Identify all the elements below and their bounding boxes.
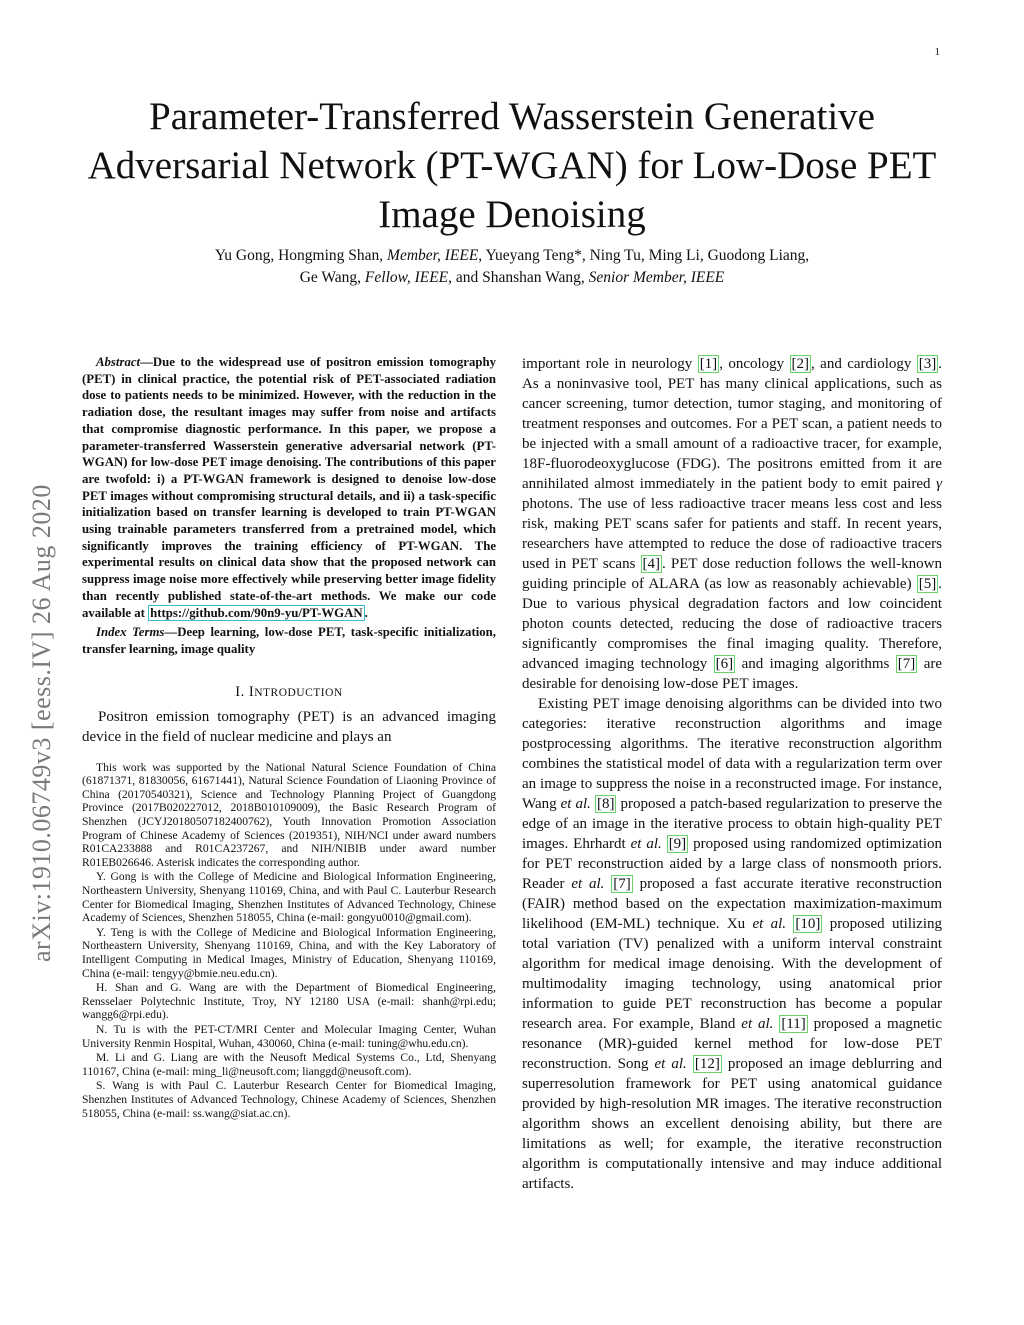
right-column bbox=[522, 354, 942, 1194]
author-membership: Senior Member, IEEE bbox=[588, 269, 725, 286]
paper-header bbox=[0, 92, 1024, 289]
citation-link[interactable]: [7] bbox=[897, 656, 916, 672]
authors-text: , and Shanshan Wang, bbox=[448, 269, 589, 286]
page-number: 1 bbox=[934, 46, 940, 58]
citation-link[interactable]: [1] bbox=[699, 356, 718, 372]
gamma-symbol: γ bbox=[936, 476, 942, 492]
abstract-text: —Due to the widespread use of positron emission tomography (PET) in clinical practice, the potential risk of PET-associated radiation dose to patients needs to be minimized. However, with the reduction in the radiation dose, the resultant images may suffer from noise and artifacts that compromise diagnostic performance. In this paper, we propose a parameter-transferred Wasserstein generative adversarial network (PT-WGAN) for low-dose PET image denoising. The contributions of this paper are twofold: i) a PT-WGAN framework is designed to denoise low-dose PET images without compromising structural details, and ii) a task-specific initialization based on transfer learning is developed to train PT-WGAN using trainable parameters transferred from a pretrained model, which significantly improves the training efficiency of PT-WGAN. The experimental results on clinical data show that the proposed network can suppress image noise more effectively while preserving better image fidelity than recently published state-of-the-art methods. We make our code available at bbox=[82, 355, 496, 620]
body-paragraph: Existing PET image denoising algorithms can be divided into two categories: iterative reconstruction algorithms and image postprocessing algorithms. The iterative reconstruction algorithm combines the statistical model of data with a regularization term over an image to suppress the noise in a reconstructed image. For instance, Wang et al. [8] proposed a patch-based regularization to preserve the edge of an image in the iterative process to obtain high-quality PET images. Ehrhardt et al. [9] proposed using randomized optimization for PET reconstruction aided by a large class of nonsmooth priors. Reader et al. [7] proposed a fast accurate iterative reconstruction (FAIR) method based on the expectation maximization-maximum likelihood (EM-ML) technique. Xu et al. [10] proposed utilizing total variation (TV) penalized with a uniform interval constraint algorithm for medical image denoising. With the development of multimodality imaging technology, using anatomical prior information to guide PET reconstruction has become a popular research area. For example, Bland et al. [11] proposed a magnetic resonance (MR)-guided kernel method for low-dose PET reconstruction. Song et al. [12] proposed an image deblurring and superresolution framework for PET using anatomical guidance provided by high-resolution MR images. The iterative reconstruction algorithm shows an excellent denoising ability, but there are limitations as well; for example, the iterative reconstruction algorithm is computationally intensive and may induce additional artifacts. bbox=[522, 696, 943, 1192]
citation-link[interactable]: [6] bbox=[715, 656, 734, 672]
index-terms-text: —Deep learning, low-dose PET, task-specific initialization, transfer learning, image quality bbox=[82, 625, 496, 656]
code-link[interactable]: https://github.com/90n9-yu/PT-WGAN bbox=[150, 605, 363, 620]
citation-link[interactable]: [9] bbox=[668, 836, 687, 852]
citation-link[interactable]: [5] bbox=[918, 576, 937, 592]
abstract: Abstract—Due to the widespread use of positron emission tomography (PET) in clinical practice, the potential risk of PET-associated radiation dose to patients needs to be minimized. However, with the reduction in the radiation dose, the resultant images may suffer from noise and artifacts that compromise diagnostic performance. In this paper, we propose a parameter-transferred Wasserstein generative adversarial network (PT-WGAN) for low-dose PET image denoising. The contributions of this paper are twofold: i) a PT-WGAN framework is designed to denoise low-dose PET images without compromising structural details, and ii) a task-specific initialization based on transfer learning is developed to train PT-WGAN using trainable parameters transferred from a pretrained model, which significantly improves the training efficiency of PT-WGAN. The experimental results on clinical data show that the proposed network can suppress image noise more effectively while preserving better image fidelity than recently published state-of-the-art methods. We make our code available at https://github.com/90n9-yu/PT-WGAN . bbox=[82, 355, 496, 620]
citation-link[interactable]: [2] bbox=[791, 356, 810, 372]
body-paragraph: important role in neurology [1] , oncology [2] , and cardiology [3] . As a noninvasive tool, PET has many clinical applications, such as cancer screening, tumor detection, tumor staging, and monitoring of treatment responses and outcomes. For a PET scan, a patient needs to be injected with a small amount of a radioactive tracer, for example, 18F-fluorodeoxyglucose (FDG). The positrons emitted from it are annihilated almost immediately in the patient body to emit paired γ photons. The use of less radioactive tracer means less cost and less risk, making PET scans safer for patients and staff. In recent years, researchers have attempted to reduce the dose of radioactive tracers used in PET scans [4] . PET dose reduction follows the well-known guiding principle of ALARA (as low as reasonably achievable) [5] . Due to various physical degradation factors and low coincident photon counts detected, reducing the dose of radioactive tracers significantly compromises the final imaging quality. Therefore, advanced imaging technology [6] and imaging algorithms [7] are desirable for denoising low-dose PET images. bbox=[522, 356, 943, 692]
footnote: Y. Teng is with the College of Medicine and Biological Information Engineering, Northeastern University, Shenyang 110169, China, and with the Key Laboratory of Intelligent Computing in Medical Images, Ministry of Education, Shenyang 110169, China (e-mail: tengyy@bmie.neu.edu.cn). bbox=[82, 925, 496, 980]
index-terms-label: Index Terms bbox=[96, 625, 165, 640]
abstract-label: Abstract bbox=[96, 355, 141, 369]
footnote: M. Li and G. Liang are with the Neusoft Medical Systems Co., Ltd, Shenyang 110167, China (e-mail: ming_li@neusoft.com; lianggd@neusoft.com). bbox=[82, 1051, 496, 1078]
footnote: S. Wang is with Paul C. Lauterbur Research Center for Biomedical Imaging, Shenzhen Institutes of Advanced Technology, Chinese Academy of Sciences, Shenzhen 518055, China (e-mail: ss.wang@siat.ac.cn). bbox=[82, 1079, 496, 1120]
footnote: H. Shan and G. Wang are with the Department of Biomedical Engineering, Rensselaer Polytechnic Institute, Troy, NY 12180 USA (e-mail: shanh@rpi.edu; wangg6@rpi.edu). bbox=[82, 981, 496, 1022]
author-list bbox=[0, 245, 1024, 289]
citation-link[interactable]: [3] bbox=[918, 356, 937, 372]
citation-link[interactable]: [10] bbox=[795, 916, 821, 932]
authors-text: Yu Gong, Hongming Shan, bbox=[214, 247, 388, 264]
intro-paragraph: Positron emission tomography (PET) is an advanced imaging device in the field of nuclear medicine and plays an bbox=[82, 708, 496, 745]
footnotes bbox=[82, 761, 496, 1120]
author-membership: Member, IEEE bbox=[387, 247, 479, 264]
footnote: Y. Gong is with the College of Medicine and Biological Information Engineering, Northeastern University, Shenyang 110169, China, and with Paul C. Lauterbur Research Center for Biomedical Imaging, Shenzhen Institutes of Advanced Technology, Chinese Academy of Sciences, Shenzhen 518055, China (e-mail: gongyu0010@gmail.com). bbox=[82, 870, 496, 925]
paper-title: Parameter-Transferred Wasserstein Generative Adversarial Network (PT-WGAN) for Low-Dose PET Image Denoising bbox=[87, 95, 937, 236]
footnote: N. Tu is with the PET-CT/MRI Center and Molecular Imaging Center, Wuhan University Renmin Hospital, Wuhan, 430060, China (e-mail: tuning@whu.edu.cn). bbox=[82, 1022, 496, 1050]
arxiv-identifier[interactable]: arXiv:1910.06749v3 [eess.IV] 26 Aug 2020 bbox=[27, 484, 56, 962]
section-heading: I. INTRODUCTION bbox=[235, 683, 343, 700]
index-terms bbox=[82, 624, 496, 657]
citation-link[interactable]: [4] bbox=[642, 556, 661, 572]
footnote: This work was supported by the National Natural Science Foundation of China (61871371, 81830056, 61671441), Natural Science Foundation of Liaoning Province of China (20170540321), Science and Technology Planning Project of Guangdong Province (2017B020227012, 2018B010109009), the Basic Research Program of Shenzhen (JCYJ20180507182400762), Youth Innovation Promotion Association Program of Chinese Academy of Sciences (2019351), NIH/NCI under award numbers R01CA233888 and R01CA237267, and NIH/NIBIB under award number R01EB026646. Asterisk indicates the corresponding author. bbox=[82, 760, 496, 869]
citation-link[interactable]: [8] bbox=[596, 796, 615, 812]
authors-text: Ge Wang, bbox=[299, 269, 365, 286]
citation-link[interactable]: [11] bbox=[781, 1016, 806, 1032]
author-membership: Fellow, IEEE bbox=[364, 269, 449, 286]
citation-link[interactable]: [7] bbox=[613, 876, 631, 892]
authors-text: , Yueyang Teng*, Ning Tu, Ming Li, Guodong Liang, bbox=[478, 247, 810, 264]
citation-link[interactable]: [12] bbox=[694, 1056, 720, 1072]
left-column bbox=[82, 354, 496, 1121]
